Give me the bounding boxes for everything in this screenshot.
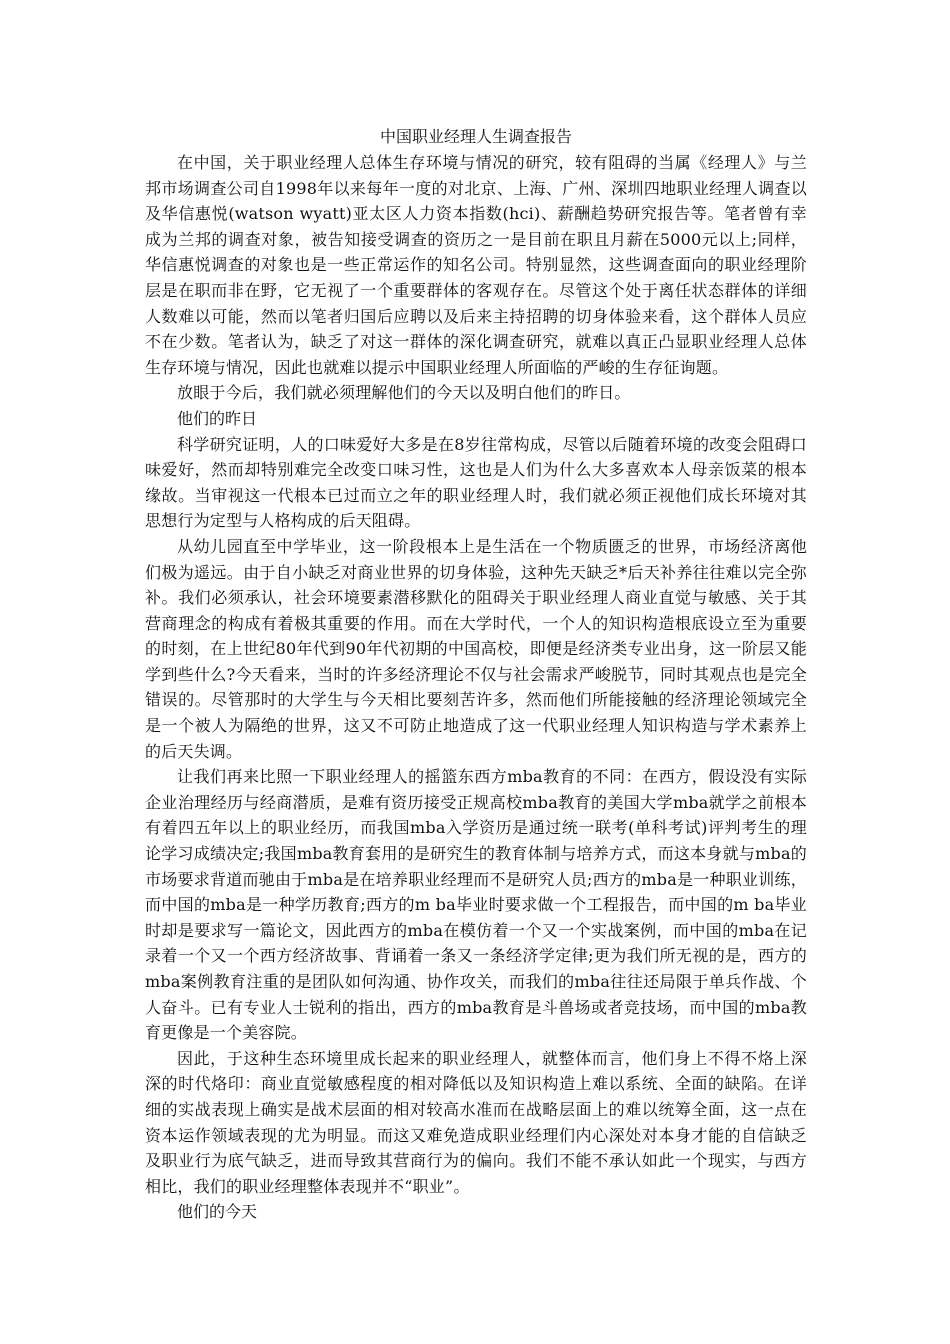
- paragraph-outlook: 放眼于今后，我们就必须理解他们的今天以及明白他们的昨日。: [177, 383, 631, 403]
- paragraph-conclusion: 因此，于这种生态环境里成长起来的职业经理人，就整体而言，他们身上不得不烙上深深的时代烙印：商业直觉敏感程度的相对降低以及知识构造上难以系统、全面的缺陷。在详细的实战表现上确实是战术层面的相对较高水准而在战略层面上的难以统筹全面，这一点在资本运作领域表现的尤为明显。而这又难免造成职业经理们内心深处对本身才能的自信缺乏及职业行为底气缺乏，进而导致其营商行为的偏向。我们不能不承认如此一个现实，与西方相比，我们的职业经理整体表现并不“职业”。: [145, 1048, 807, 1196]
- section-heading-yesterday: 他们的昨日: [177, 408, 258, 428]
- paragraph-intro: 在中国，关于职业经理人总体生存环境与情况的研究，较有阻碍的当属《经理人》与兰邦市场调查公司自1998年以来每年一度的对北京、上海、广州、深圳四地职业经理人调查以及华信惠悦(watson wyatt)亚太区人力资本指数(hci)、薪酬趋势研究报告等。笔者曾有幸成为兰邦的调查对象，被告知接受调查的资历之一是目前在职且月薪在5000元以上;同样，华信惠悦调查的对象也是一些正常运作的知名公司。特别显然，这些调查面向的职业经理阶层是在职而非在野，它无视了一个重要群体的客观存在。尽管这个处于离任状态群体的详细人数难以可能，然而以笔者归国后应聘以及后来主持招聘的切身体验来看，这个群体人员应不在少数。笔者认为，缺乏了对这一群体的深化调查研究，就难以真正凸显职业经理人总体生存环境与情况，因此也就难以提示中国职业经理人所面临的严峻的生存征询题。: [145, 153, 807, 377]
- section-heading-today: 他们的今天: [177, 1202, 258, 1222]
- document-title: 中国职业经理人生调查报告: [379, 127, 572, 146]
- document-page: [145, 125, 807, 1225]
- paragraph-mba-comparison: 让我们再来比照一下职业经理人的摇篮东西方mba教育的不同：在西方，假设没有实际企业治理经历与经商潜质，是难有资历接受正规高校mba教育的美国大学mba就学之前根本有着四五年以上的职业经历，而我国mba入学资历是通过统一联考(单科考试)评判考生的理论学习成绩决定;我国mba教育套用的是研究生的教育体制与培养方式，而这本身就与mba的市场要求背道而驰由于mba是在培养职业经理而不是研究人员;西方的mba是一种职业训练，而中国的mba是一种学历教育;西方的m ba毕业时要求做一个工程报告，而中国的m ba毕业时却是要求写一篇论文，因此西方的mba在模仿着一个又一个实战案例，而中国的mba在记录着一个又一个西方经济故事、背诵着一条又一条经济学定律;更为我们所无视的是，西方的mba案例教育注重的是团队如何沟通、协作攻关，而我们的mba往往还局限于单兵作战、个人奋斗。已有专业人士锐利的指出，西方的mba教育是斗兽场或者竞技场，而中国的mba教育更像是一个美容院。: [145, 767, 807, 1043]
- paragraph-education-background: 从幼儿园直至中学毕业，这一阶段根本上是生活在一个物质匮乏的世界，市场经济离他们极为遥远。由于自小缺乏对商业世界的切身体验，这种先天缺乏*后天补养往往难以完全弥补。我们必须承认，社会环境要素潜移默化的阻碍关于职业经理人商业直觉与敏感、关于其营商理念的构成有着极其重要的作用。而在大学时代，一个人的知识构造根底设立至为重要的时刻，在上世纪80年代到90年代初期的中国高校，即便是经济类专业出身，这一阶层又能学到些什么?今天看来，当时的许多经济理论不仅与社会需求严峻脱节，同时其观点也是完全错误的。尽管那时的大学生与今天相比要刻苦许多，然而他们所能接触的经济理论领域完全是一个被人为隔绝的世界，这又不可防止地造成了这一代职业经理人知识构造与学术素养上的后天失调。: [145, 536, 807, 761]
- paragraph-taste-habits: 科学研究证明，人的口味爱好大多是在8岁往常构成，尽管以后随着环境的改变会阻碍口味爱好，然而却特别难完全改变口味习性，这也是人们为什么大多喜欢本人母亲饭菜的根本缘故。当审视这一代根本已过而立之年的职业经理人时，我们就必须正视他们成长环境对其思想行为定型与人格构成的后天阻碍。: [145, 434, 807, 531]
